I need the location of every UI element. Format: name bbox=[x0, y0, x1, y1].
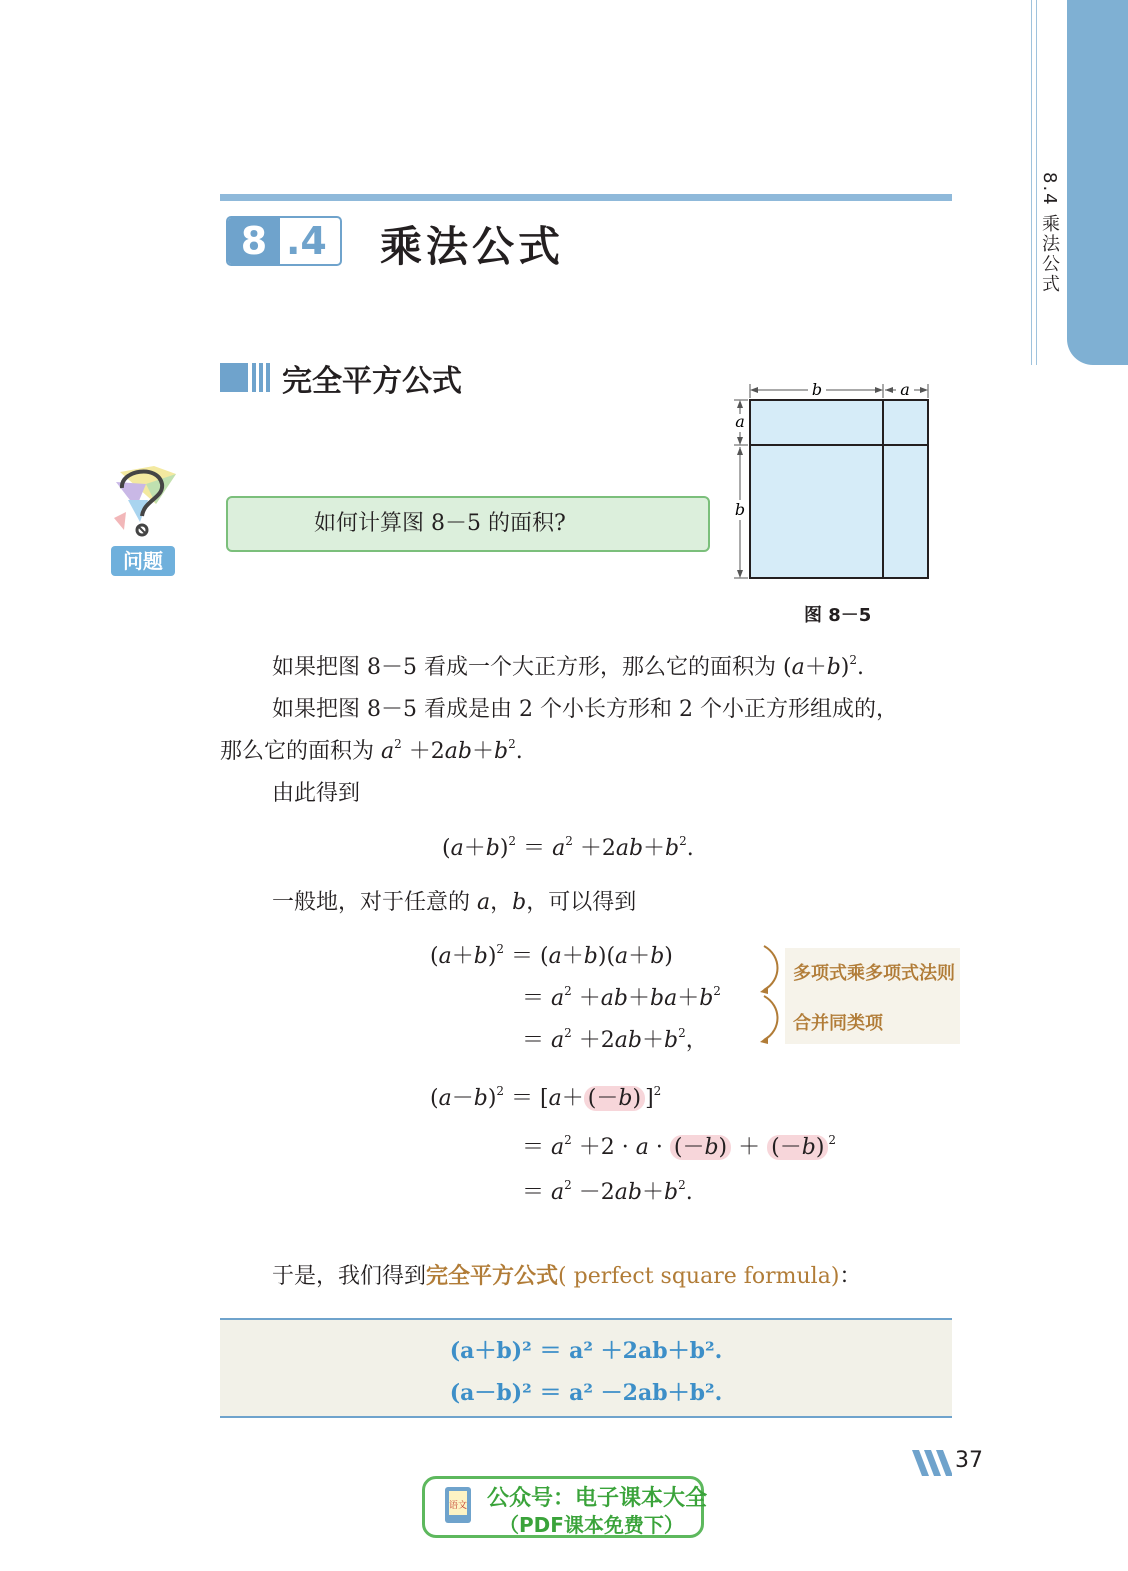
figure-label-a-top: a bbox=[900, 380, 910, 399]
watermark-line-1: 公众号：电子课本大全 bbox=[487, 1486, 708, 1511]
subsection-title: 完全平方公式 bbox=[282, 364, 462, 399]
paragraph-1: 如果把图 8－5 看成一个大正方形，那么它的面积为 $(a+b)^2$. bbox=[272, 653, 865, 680]
subsection-marker-stripe bbox=[252, 363, 256, 392]
section-number: 8 bbox=[228, 218, 280, 264]
derivation-minus-line-1: $(a-b)^2 = [a+ (-b)$ ]$^2$ bbox=[430, 1084, 662, 1111]
formula-box bbox=[220, 1318, 952, 1418]
keyword-perfect-square: 完全平方公式 bbox=[426, 1264, 559, 1289]
subsection-marker-stripe bbox=[266, 363, 270, 392]
question-badge: 问题 bbox=[111, 546, 175, 576]
figure-label-b-top: b bbox=[811, 380, 823, 399]
formula-square-difference: (a－b)² ＝ a² －2ab＋b². bbox=[449, 1380, 723, 1406]
derivation-plus-line-2: ＝ $a^2 +ab+ba+b^2$ bbox=[522, 984, 721, 1011]
section-title: 乘法公式 bbox=[380, 222, 565, 271]
note-polynomial-rule: 多项式乘多项式法则 bbox=[793, 963, 955, 984]
watermark-line-2: （PDF课本免费下） bbox=[499, 1513, 684, 1537]
note-combine-like-terms: 合并同类项 bbox=[793, 1013, 883, 1034]
derivation-minus-line-3: ＝ $a^2 -2ab+b^2$. bbox=[522, 1178, 693, 1205]
chapter-side-tab bbox=[1067, 0, 1128, 365]
note-brackets bbox=[756, 944, 784, 1048]
watermark-badge bbox=[422, 1476, 708, 1538]
figure-label-b-left: b bbox=[734, 500, 746, 519]
page-number: 37 bbox=[955, 1448, 983, 1473]
section-subnumber: .4 bbox=[286, 219, 327, 263]
paragraph-2: 如果把图 8－5 看成是由 2 个小长方形和 2 个小正方形组成的， bbox=[272, 697, 898, 722]
book-logo-text: 语文 bbox=[448, 1501, 468, 1511]
paragraph-4: 由此得到 bbox=[272, 781, 361, 806]
equation-main: $(a+b)^2 = a^2 +2ab+b^2$. bbox=[442, 834, 694, 861]
paragraph-3: 那么它的面积为 $a^2 +2ab+b^2$. bbox=[220, 737, 523, 764]
derivation-plus-line-1: $(a+b)^2 = (a+b)(a+b)$ bbox=[430, 942, 673, 969]
book-logo-icon bbox=[441, 1485, 483, 1531]
header-rule bbox=[220, 194, 952, 201]
english-term: ( perfect square formula) bbox=[558, 1264, 840, 1289]
figure-label-a-left: a bbox=[735, 412, 745, 431]
question-icon bbox=[106, 460, 182, 544]
paragraph-6: 于是，我们得到完全平方公式( perfect square formula)： bbox=[272, 1264, 862, 1289]
subsection-marker-stripe bbox=[259, 363, 263, 392]
derivation-minus-line-2: ＝ $a^2 +2 \cdot a \cdot (-b) + (-b)$ $^2$ bbox=[522, 1133, 837, 1160]
page-number-stripes-icon bbox=[912, 1450, 952, 1478]
subsection-marker bbox=[220, 363, 248, 392]
side-tab-label: 8.4 乘法公式 bbox=[1039, 172, 1060, 295]
question-box: 如何计算图 8－5 的面积? bbox=[226, 496, 710, 552]
figure-caption: 图 8－5 bbox=[804, 605, 872, 626]
derivation-plus-line-3: ＝ $a^2 +2ab+b^2$， bbox=[522, 1026, 708, 1053]
figure-8-5 bbox=[730, 380, 940, 584]
section-number-box bbox=[226, 216, 342, 266]
paragraph-5: 一般地，对于任意的 a，b，可以得到 bbox=[272, 890, 637, 915]
formula-square-sum: (a＋b)² ＝ a² ＋2ab＋b². bbox=[449, 1338, 723, 1364]
